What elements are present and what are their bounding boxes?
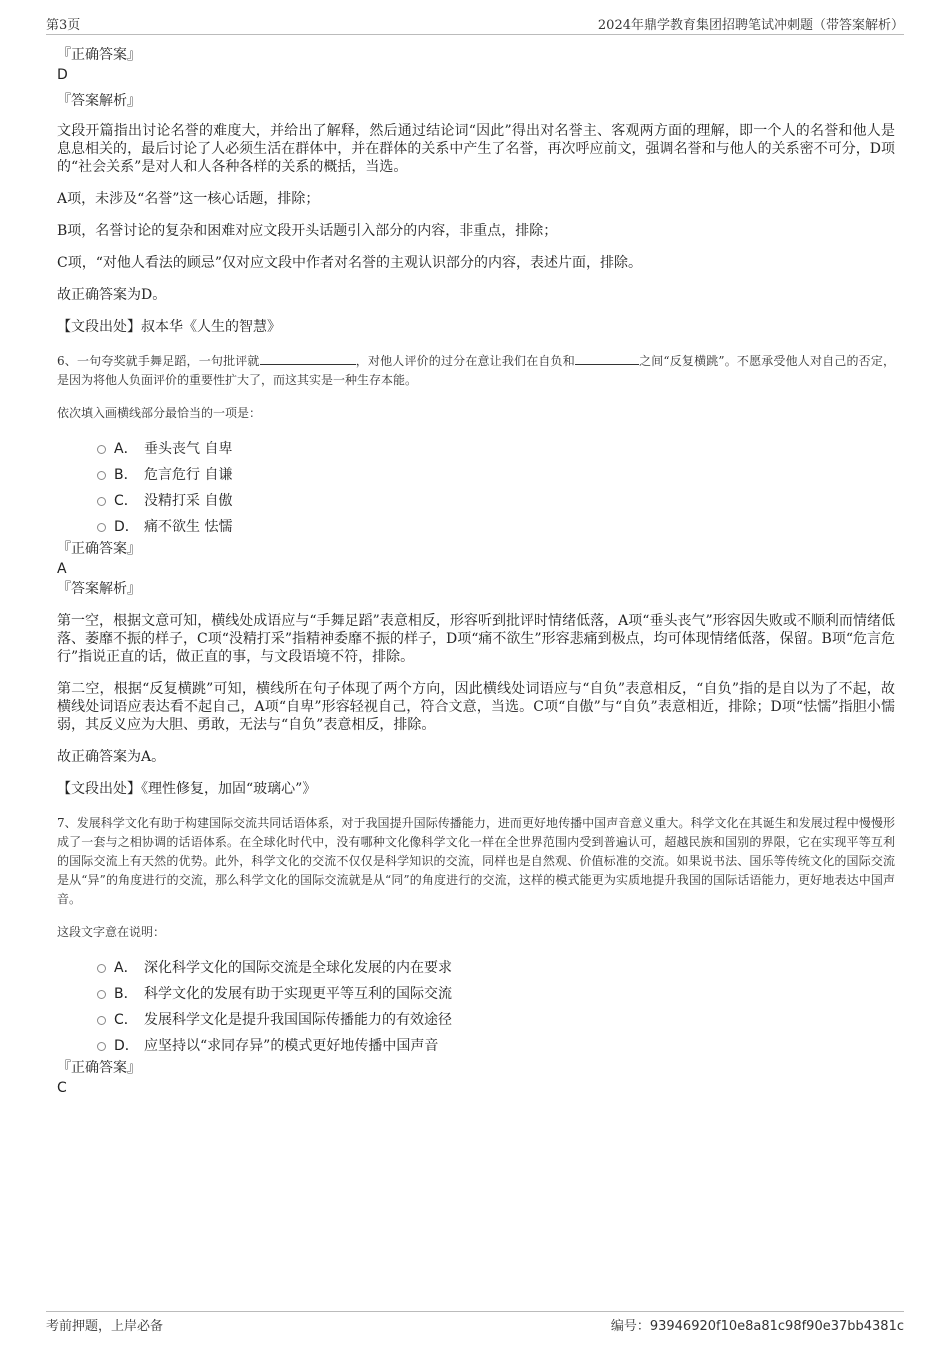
q6-blank-1: [260, 352, 356, 365]
q5-analysis-p1: 文段开篇指出讨论名誉的难度大，并给出了解释，然后通过结论词“因此”得出对名誉主、客观两方面的理解，即一个人的名誉和他人是息息相关的，最后讨论了人必须生活在群体中，并在群体的关系中产生了名誉，再次呼应前文，强调名誉和与他人的关系密不可分，D项的“社会关系”是对人和人各种各样的关系的概括，当选。: [57, 123, 895, 175]
q6-option-a[interactable]: A． 垂头丧气 自卑: [97, 436, 895, 462]
document-title: 2024年鼎学教育集团招聘笔试冲刺题（带答案解析）: [597, 18, 904, 33]
q7-option-d[interactable]: D． 应坚持以“求同存异”的模式更好地传播中国声音: [97, 1033, 895, 1059]
footer-code: [611, 1315, 904, 1334]
q6-analysis-label: 『答案解析』: [57, 581, 141, 597]
q6-stem: [57, 352, 895, 390]
q6-answer-label: 『正确答案』: [57, 541, 141, 557]
q7-option-b[interactable]: B． 科学文化的发展有助于实现更平等互利的国际交流: [97, 981, 895, 1007]
q7-stem: 7、发展科学文化有助于构建国际交流共同话语体系，对于我国提升国际传播能力，进而更好地传播中国声音意义重大。科学文化在其诞生和发展过程中慢慢形成了一套与之相协调的话语体系。在全球化时代中，没有哪种文化像科学文化一样在全世界范围内受到普遍认可，超越民族和国别的界限，它在实现平等互利的国际交流上有天然的优势。此外，科学文化的交流不仅仅是科学知识的交流，同样也是自然观、价值标准的交流。如果说书法、国乐等传统文化的国际交流是从“异”的角度进行的交流，那么科学文化的国际交流就是从“同”的角度进行的交流，这样的模式能更为实质地提升我国的国际话语能力，更好地表达中国声音。: [57, 816, 895, 906]
q5-answer-label: 『正确答案』: [57, 47, 141, 63]
radio-icon[interactable]: [97, 1042, 106, 1051]
footer-code-label: 编号：: [610, 1319, 650, 1334]
q7-options: [57, 955, 895, 1059]
q6-answer: A: [57, 561, 67, 577]
q5-analysis-p3: B项，名誉讨论的复杂和困难对应文段开头话题引入部分的内容，非重点，排除；: [57, 223, 558, 239]
q6-source: 【文段出处】《理性修复，加固“玻璃心”》: [57, 781, 317, 797]
q6-options: [57, 436, 895, 540]
q5-analysis-label: 『答案解析』: [57, 93, 141, 109]
q6-option-d[interactable]: D． 痛不欲生 怯懦: [97, 514, 895, 540]
q6-analysis-p2: 第二空，根据“反复横跳”可知，横线所在句子体现了两个方向，因此横线处词语应与“自负”表意相反，“自负”指的是自以为了不起，故横线处词语应表达看不起自己，A项“自卑”形容轻视自己，符合文意，当选。C项“自傲”与“自负”表意相近，排除；D项“怯懦”指胆小懦弱，其反义应为大胆、勇敢，无法与“自负”表意相反，排除。: [57, 681, 895, 733]
page-footer: [46, 1311, 904, 1332]
footer-slogan: 考前押题，上岸必备: [46, 1319, 164, 1334]
radio-icon[interactable]: [97, 445, 106, 454]
q6-stem-part1: 6、一句夸奖就手舞足蹈，一句批评就: [57, 354, 260, 368]
radio-icon[interactable]: [97, 964, 106, 973]
page-content: [57, 46, 895, 1097]
radio-icon[interactable]: [97, 990, 106, 999]
q7-option-c[interactable]: C． 发展科学文化是提升我国国际传播能力的有效途径: [97, 1007, 895, 1033]
footer-code-value: 93946920f10e8a81c98f90e37bb4381c: [649, 1319, 904, 1334]
q6-stem-part2: ，对他人评价的过分在意让我们在自负和: [355, 354, 575, 368]
q6-conclusion: 故正确答案为A。: [57, 749, 166, 765]
q7-answer: C: [57, 1080, 67, 1096]
q7-option-a[interactable]: A． 深化科学文化的国际交流是全球化发展的内在要求: [97, 955, 895, 981]
q5-conclusion: 故正确答案为D。: [57, 287, 167, 303]
page-number: 第3页: [46, 18, 81, 33]
q5-source: 【文段出处】叔本华《人生的智慧》: [57, 319, 281, 335]
radio-icon[interactable]: [97, 523, 106, 532]
q6-option-b[interactable]: B． 危言危行 自谦: [97, 462, 895, 488]
q5-analysis-p4: C项，“对他人看法的顾忌”仅对应文段中作者对名誉的主观认识部分的内容，表述片面，排除。: [57, 255, 643, 271]
q6-prompt: 依次填入画横线部分最恰当的一项是：: [57, 406, 262, 420]
radio-icon[interactable]: [97, 471, 106, 480]
radio-icon[interactable]: [97, 1016, 106, 1025]
page-header: [46, 14, 904, 35]
radio-icon[interactable]: [97, 497, 106, 506]
q6-stem-part3: 之间“反复横跳”。不愿承受他人对自己的否定，是因为将他人负面评价的重要性扩大了，而这其实是一种生存本能。: [57, 354, 895, 387]
q7-prompt: 这段文字意在说明：: [57, 925, 166, 939]
q6-option-c[interactable]: C． 没精打采 自傲: [97, 488, 895, 514]
q6-analysis-p1: 第一空，根据文意可知，横线处成语应与“手舞足蹈”表意相反，形容听到批评时情绪低落，A项“垂头丧气”形容因失败或不顺利而情绪低落、萎靡不振的样子，C项“没精打采”指精神委靡不振的样子，D项“痛不欲生”形容悲痛到极点，均可体现情绪低落，保留。B项“危言危行”指说正直的话，做正直的事，与文段语境不符，排除。: [57, 613, 896, 665]
q5-analysis-p2: A项，未涉及“名誉”这一核心话题，排除；: [57, 191, 320, 207]
q5-answer: D: [57, 67, 68, 83]
q6-blank-2: [575, 352, 639, 365]
q7-answer-label: 『正确答案』: [57, 1060, 141, 1076]
